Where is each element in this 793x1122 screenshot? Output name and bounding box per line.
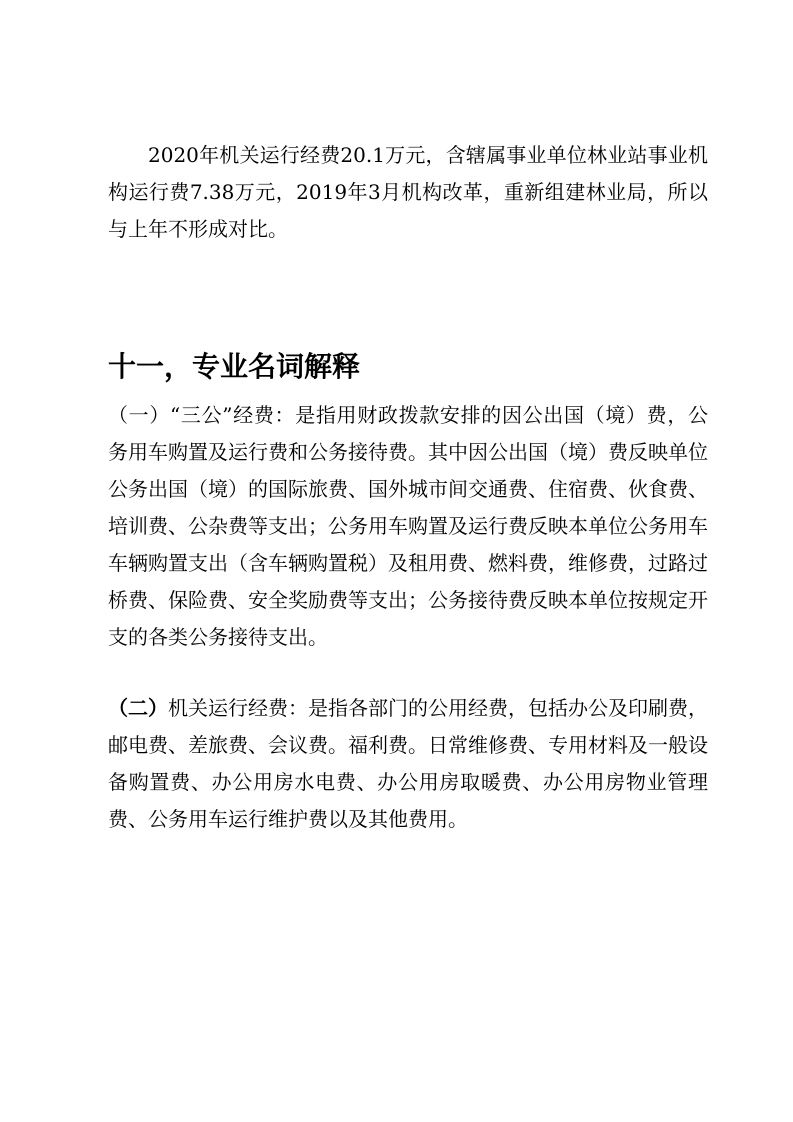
- term-label-three-public: （一）“三公”经费：: [108, 403, 296, 427]
- term-text-three-public: 是指用财政拨款安排的因公出国（境）费，公务用车购置及运行费和公务接待费。其中因公出国（境）费反映单位公务出国（境）的国际旅费、国外城市间交通费、住宿费、伙食费、培训费、公杂费等支出；公务用车购置及运行费反映本单位公务用车车辆购置支出（含车辆购置税）及租用费、燃料费，维修费，过路过桥费、保险费、安全奖励费等支出；公务接待费反映本单位按规定开支的各类公务接待支出。: [108, 403, 709, 649]
- term-definition-operating-cost: [108, 690, 708, 838]
- section-heading: 十一，专业名词解释: [108, 350, 361, 383]
- term-definition-three-public: [108, 397, 708, 656]
- operating-cost-paragraph: 2020年机关运行经费20.1万元，含辖属事业单位林业站事业机构运行费7.38万元，2019年3月机构改革，重新组建林业局，所以与上年不形成对比。: [108, 143, 708, 241]
- term-text-operating-cost: 机关运行经费：是指各部门的公用经费，包括办公及印刷费，邮电费、差旅费、会议费。福利费。日常维修费、专用材料及一般设备购置费、办公用房水电费、办公用房取暖费、办公用房物业管理费、公务用车运行维护费以及其他费用。: [108, 696, 708, 831]
- term-label-operating-cost: （二）: [108, 696, 168, 720]
